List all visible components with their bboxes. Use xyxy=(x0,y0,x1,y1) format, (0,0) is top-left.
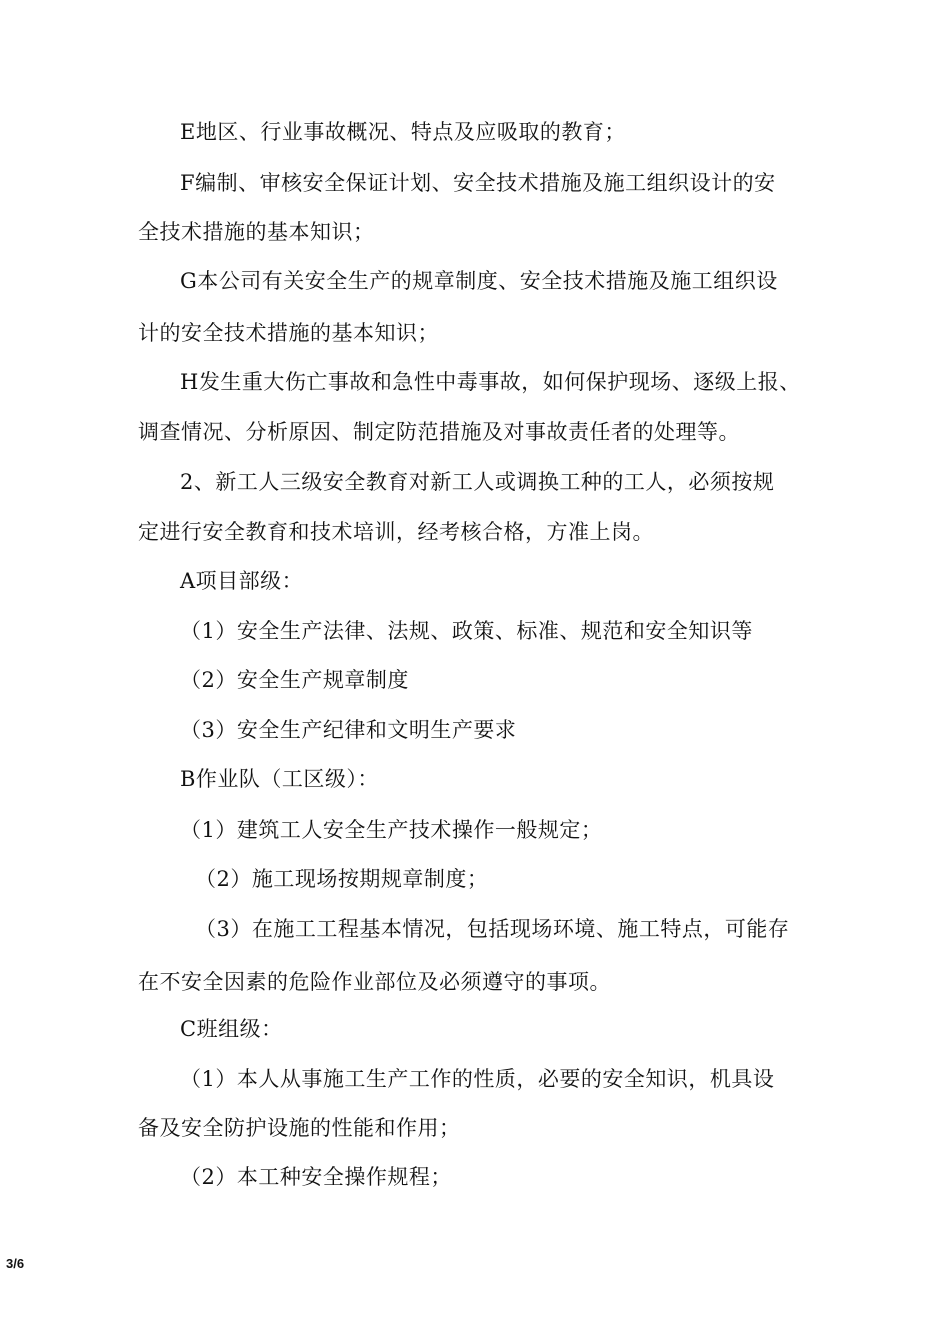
text-line-h-cont: 调查情况、分析原因、制定防范措施及对事故责任者的处理等。 xyxy=(138,420,740,444)
text-line-g: G本公司有关安全生产的规章制度、安全技术措施及施工组织设 xyxy=(180,269,778,293)
text-line-b-3: （3）在施工工程基本情况，包括现场环境、施工特点，可能存 xyxy=(195,917,790,941)
text-line-b-1: （1）建筑工人安全生产技术操作一般规定； xyxy=(180,818,603,842)
text-line-b-3-cont: 在不安全因素的危险作业部位及必须遵守的事项。 xyxy=(138,970,611,994)
text-line-a-2: （2）安全生产规章制度 xyxy=(180,668,409,692)
text-line-c-1: （1）本人从事施工生产工作的性质，必要的安全知识，机具设 xyxy=(180,1067,775,1091)
text-line-b-heading: B作业队（工区级）： xyxy=(180,767,379,791)
text-line-section-2-cont: 定进行安全教育和技术培训，经考核合格，方准上岗。 xyxy=(138,520,654,544)
text-line-a-3: （3）安全生产纪律和文明生产要求 xyxy=(180,718,517,742)
page-number: 3/6 xyxy=(6,1256,25,1271)
text-line-c-heading: C班组级： xyxy=(180,1017,283,1041)
text-line-a-1: （1）安全生产法律、法规、政策、标准、规范和安全知识等 xyxy=(180,619,753,643)
text-line-b-2: （2）施工现场按期规章制度； xyxy=(195,867,489,891)
text-line-section-2: 2、新工人三级安全教育对新工人或调换工种的工人，必须按规 xyxy=(180,470,775,494)
text-line-h: H发生重大伤亡事故和急性中毒事故，如何保护现场、逐级上报、 xyxy=(180,370,801,394)
text-line-f-cont: 全技术措施的基本知识； xyxy=(138,220,375,244)
text-line-f: F编制、审核安全保证计划、安全技术措施及施工组织设计的安 xyxy=(180,171,776,195)
text-line-c-2: （2）本工种安全操作规程； xyxy=(180,1165,452,1189)
text-line-a-heading: A项目部级： xyxy=(180,569,304,593)
text-line-c-1-cont: 备及安全防护设施的性能和作用； xyxy=(138,1116,461,1140)
text-line-g-cont: 计的安全技术措施的基本知识； xyxy=(138,321,439,345)
text-line-e: E地区、行业事故概况、特点及应吸取的教育； xyxy=(180,120,626,144)
